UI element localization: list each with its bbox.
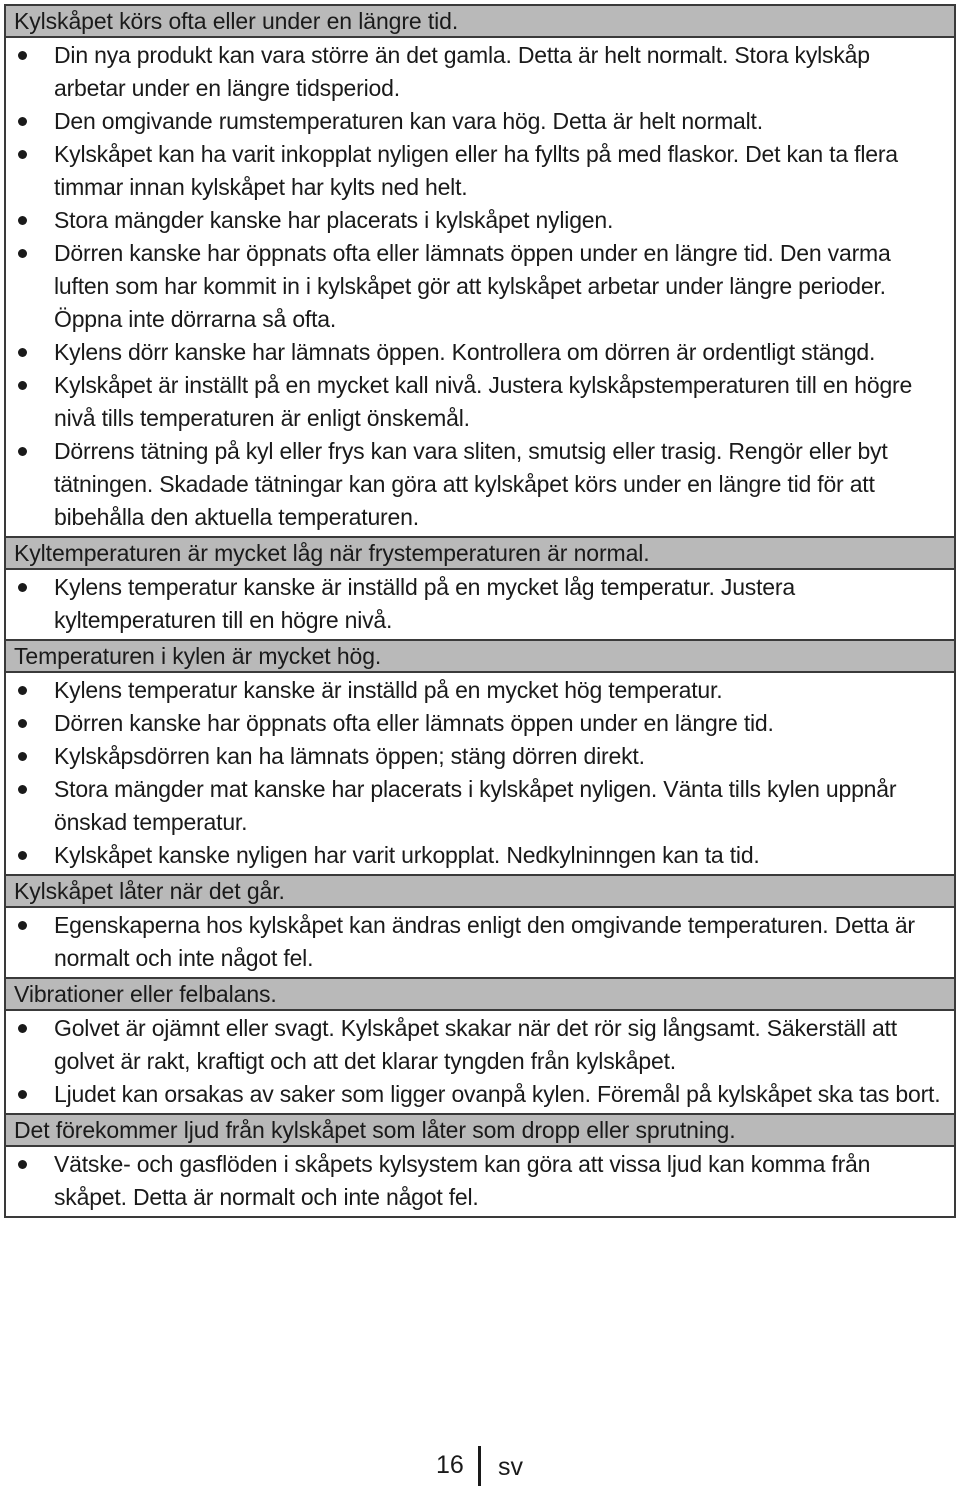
bullet-icon xyxy=(18,921,27,930)
section-body xyxy=(6,1147,954,1216)
language-code: sv xyxy=(498,1453,523,1481)
bullet-icon xyxy=(18,381,27,390)
list-item xyxy=(6,204,954,237)
bullet-icon xyxy=(18,1024,27,1033)
bullet-icon xyxy=(18,1160,27,1169)
item-text: Din nya produkt kan vara större än det gamla. Detta är helt normalt. Stora kylskåp arbetar under en längre tidsperiod. xyxy=(54,42,870,101)
item-text: Kylens dörr kanske har lämnats öppen. Kontrollera om dörren är ordentligt stängd. xyxy=(54,339,876,365)
item-text: Kylskåpsdörren kan ha lämnats öppen; stäng dörren direkt. xyxy=(54,743,645,769)
page-footer xyxy=(0,1446,960,1486)
bullet-icon xyxy=(18,1090,27,1099)
item-text: Golvet är ojämnt eller svagt. Kylskåpet skakar när det rör sig långsamt. Säkerställ att golvet är rakt, kraftigt och att det klarar tyngden från kylskåpet. xyxy=(54,1015,897,1074)
item-text: Den omgivande rumstemperaturen kan vara hög. Detta är helt normalt. xyxy=(54,108,763,134)
item-text: Dörren kanske har öppnats ofta eller lämnats öppen under en längre tid. Den varma luften som har kommit in i kylskåpet gör att kylskåpet arbetar under längre perioder. Öppna inte dörrarna så ofta. xyxy=(54,240,891,332)
section-header: Kyltemperaturen är mycket låg när frystemperaturen är normal. xyxy=(6,536,954,570)
item-text: Kylens temperatur kanske är inställd på en mycket låg temperatur. Justera kyltemperaturen till en högre nivå. xyxy=(54,574,795,633)
list-item xyxy=(6,571,954,637)
list-item xyxy=(6,336,954,369)
list-item xyxy=(6,237,954,336)
section-body xyxy=(6,1011,954,1113)
page-number: 16 xyxy=(436,1451,464,1479)
section-body xyxy=(6,38,954,536)
bullet-icon xyxy=(18,851,27,860)
item-text: Vätske- och gasflöden i skåpets kylsystem kan göra att vissa ljud kan komma från skåpet. Detta är normalt och inte något fel. xyxy=(54,1151,871,1210)
list-item xyxy=(6,839,954,872)
list-item xyxy=(6,105,954,138)
item-text: Ljudet kan orsakas av saker som ligger ovanpå kylen. Föremål på kylskåpet ska tas bort. xyxy=(54,1081,941,1107)
item-text: Dörren kanske har öppnats ofta eller lämnats öppen under en längre tid. xyxy=(54,710,774,736)
bullet-icon xyxy=(18,785,27,794)
bullet-icon xyxy=(18,216,27,225)
list-item xyxy=(6,909,954,975)
bullet-icon xyxy=(18,583,27,592)
section-body xyxy=(6,908,954,977)
list-item xyxy=(6,1148,954,1214)
item-text: Stora mängder mat kanske har placerats i kylskåpet nyligen. Vänta tills kylen uppnår önskad temperatur. xyxy=(54,776,897,835)
section-header: Vibrationer eller felbalans. xyxy=(6,977,954,1011)
item-text: Kylskåpet kan ha varit inkopplat nyligen eller ha fyllts på med flaskor. Det kan ta flera timmar innan kylskåpet har kylts ned helt. xyxy=(54,141,898,200)
list-item xyxy=(6,435,954,534)
troubleshooting-table xyxy=(4,4,956,1218)
section-header: Det förekommer ljud från kylskåpet som låter som dropp eller sprutning. xyxy=(6,1113,954,1147)
list-item xyxy=(6,1078,954,1111)
item-text: Dörrens tätning på kyl eller frys kan vara sliten, smutsig eller trasig. Rengör eller byt tätningen. Skadade tätningar kan göra att kylskåpet körs under en längre tid för att bibehålla den aktuella temperaturen. xyxy=(54,438,888,530)
list-item xyxy=(6,369,954,435)
bullet-icon xyxy=(18,249,27,258)
list-item xyxy=(6,773,954,839)
list-item xyxy=(6,674,954,707)
item-text: Kylskåpet är inställt på en mycket kall nivå. Justera kylskåpstemperaturen till en högre nivå tills temperaturen är enligt önskemål. xyxy=(54,372,913,431)
list-item xyxy=(6,39,954,105)
bullet-icon xyxy=(18,51,27,60)
item-text: Kylens temperatur kanske är inställd på en mycket hög temperatur. xyxy=(54,677,723,703)
section-header: Kylskåpet låter när det går. xyxy=(6,874,954,908)
bullet-icon xyxy=(18,447,27,456)
bullet-icon xyxy=(18,150,27,159)
section-header: Kylskåpet körs ofta eller under en längre tid. xyxy=(6,6,954,38)
item-text: Egenskaperna hos kylskåpet kan ändras enligt den omgivande temperaturen. Detta är normalt och inte något fel. xyxy=(54,912,915,971)
section-body xyxy=(6,570,954,639)
item-text: Kylskåpet kanske nyligen har varit urkopplat. Nedkylninngen kan ta tid. xyxy=(54,842,760,868)
list-item xyxy=(6,1012,954,1078)
footer-divider xyxy=(478,1446,481,1486)
section-body xyxy=(6,673,954,874)
section-header: Temperaturen i kylen är mycket hög. xyxy=(6,639,954,673)
bullet-icon xyxy=(18,686,27,695)
bullet-icon xyxy=(18,117,27,126)
list-item xyxy=(6,740,954,773)
item-text: Stora mängder kanske har placerats i kylskåpet nyligen. xyxy=(54,207,614,233)
bullet-icon xyxy=(18,719,27,728)
list-item xyxy=(6,707,954,740)
list-item xyxy=(6,138,954,204)
bullet-icon xyxy=(18,348,27,357)
bullet-icon xyxy=(18,752,27,761)
